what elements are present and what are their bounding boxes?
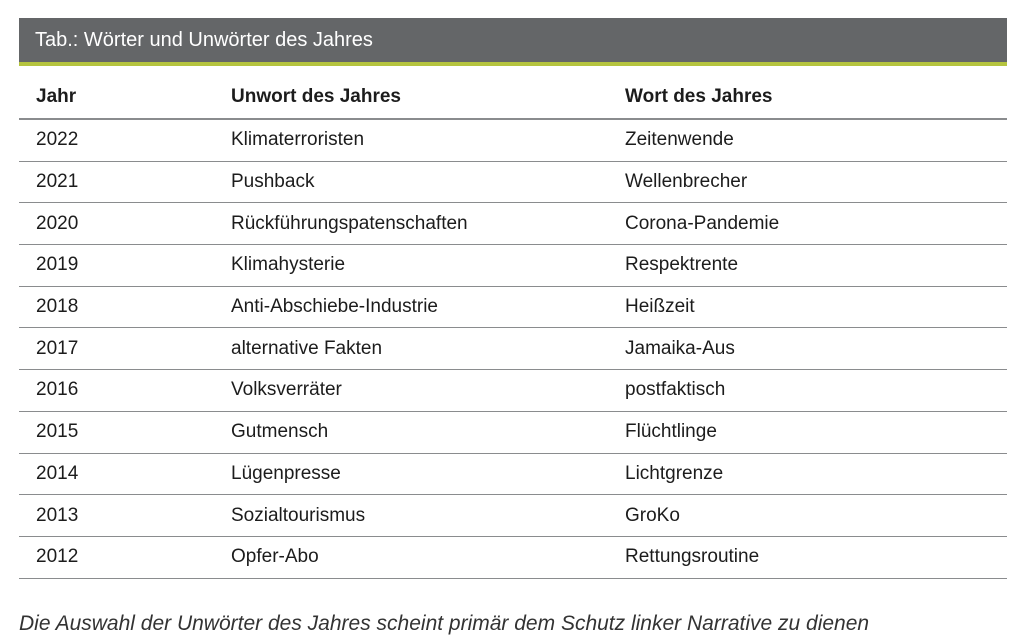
table-row bbox=[19, 495, 1007, 537]
cell-year: 2022 bbox=[36, 129, 79, 151]
cell-wort: Flüchtlinge bbox=[625, 421, 717, 443]
cell-wort: postfaktisch bbox=[625, 379, 726, 401]
cell-year: 2014 bbox=[36, 462, 79, 484]
cell-wort: Corona-Pandemie bbox=[625, 212, 780, 234]
table-row bbox=[19, 245, 1007, 287]
cell-year: 2018 bbox=[36, 296, 79, 318]
cell-year: 2020 bbox=[36, 212, 79, 234]
cell-wort: Respektrente bbox=[625, 254, 739, 276]
header-unwort: Unwort des Jahres bbox=[231, 86, 401, 107]
cell-year: 2016 bbox=[36, 379, 79, 401]
table-caption: Die Auswahl der Unwörter des Jahres scheint primär dem Schutz linker Narrative zu dienen bbox=[19, 612, 870, 635]
cell-wort: Lichtgrenze bbox=[625, 462, 724, 484]
cell-unwort: alternative Fakten bbox=[231, 337, 383, 359]
cell-year: 2015 bbox=[36, 421, 79, 443]
table-row bbox=[19, 120, 1007, 162]
header-year: Jahr bbox=[36, 86, 77, 107]
cell-year: 2019 bbox=[36, 254, 79, 276]
cell-wort: Wellenbrecher bbox=[625, 171, 748, 193]
cell-unwort: Opfer-Abo bbox=[231, 546, 319, 568]
table-row bbox=[19, 370, 1007, 412]
cell-unwort: Rückführungspatenschaften bbox=[231, 212, 468, 234]
table-row bbox=[19, 412, 1007, 454]
cell-year: 2021 bbox=[36, 171, 79, 193]
cell-year: 2017 bbox=[36, 337, 79, 359]
cell-year: 2012 bbox=[36, 546, 79, 568]
cell-wort: GroKo bbox=[625, 504, 680, 526]
cell-wort: Jamaika-Aus bbox=[625, 337, 735, 359]
table-row bbox=[19, 328, 1007, 370]
cell-unwort: Gutmensch bbox=[231, 421, 329, 443]
cell-unwort: Anti-Abschiebe-Industrie bbox=[231, 296, 438, 318]
cell-unwort: Lügenpresse bbox=[231, 462, 341, 484]
words-table bbox=[19, 18, 1007, 579]
cell-wort: Rettungsroutine bbox=[625, 546, 760, 568]
cell-year: 2013 bbox=[36, 504, 79, 526]
table-row bbox=[19, 454, 1007, 496]
cell-unwort: Pushback bbox=[231, 171, 315, 193]
table-row bbox=[19, 287, 1007, 329]
cell-unwort: Klimaterroristen bbox=[231, 129, 365, 151]
cell-unwort: Sozialtourismus bbox=[231, 504, 366, 526]
table-title: Tab.: Wörter und Unwörter des Jahres bbox=[19, 18, 1007, 66]
table-row bbox=[19, 162, 1007, 204]
cell-wort: Zeitenwende bbox=[625, 129, 734, 151]
table-row bbox=[19, 203, 1007, 245]
table-row bbox=[19, 537, 1007, 579]
cell-unwort: Volksverräter bbox=[231, 379, 342, 401]
header-wort: Wort des Jahres bbox=[625, 86, 773, 107]
table-header-row bbox=[19, 66, 1007, 120]
cell-unwort: Klimahysterie bbox=[231, 254, 346, 276]
cell-wort: Heißzeit bbox=[625, 296, 695, 318]
